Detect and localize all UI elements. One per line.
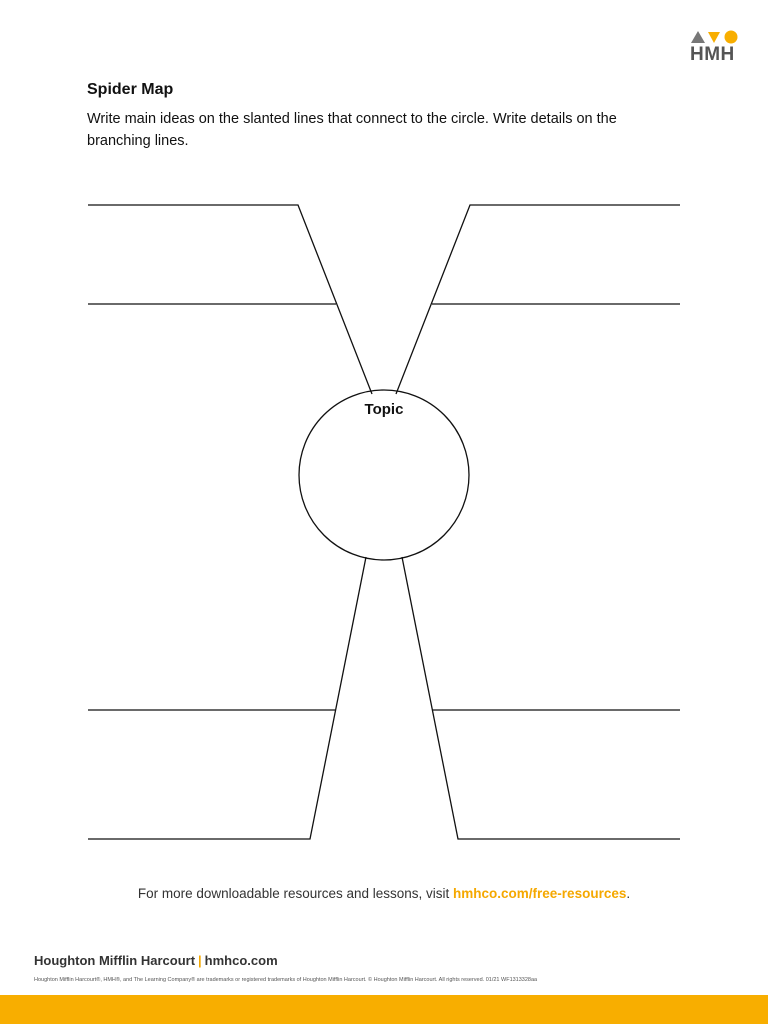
- instructions: Write main ideas on the slanted lines that connect to the circle. Write details on the branching lines.: [87, 111, 617, 149]
- topic-label: Topic: [364, 401, 404, 418]
- main-idea-line-top-right: [396, 205, 680, 394]
- main-idea-line-top-left: [88, 205, 372, 394]
- brand-name: Houghton Mifflin Harcourt: [34, 953, 196, 968]
- page-title: Spider Map: [87, 81, 174, 98]
- cta-end: .: [626, 886, 631, 901]
- cta-text: For more downloadable resources and lessons, visit: [137, 886, 454, 901]
- legal-notice: Houghton Mifflin Harcourt®, HMH®, and The Learning Company® are trademarks or registered trademarks of Houghton Mifflin Harcourt. © Houghton Mifflin Harcourt. All rights reserved. 01/21 WF1313328aa: [34, 977, 538, 983]
- main-idea-line-bottom-left: [88, 557, 366, 839]
- bottom-accent-bar: [0, 995, 768, 1024]
- footer-cta: [0, 884, 768, 904]
- brand-line: [34, 952, 278, 970]
- main-idea-line-bottom-right: [402, 557, 680, 839]
- brand-url-link[interactable]: hmhco.com: [204, 953, 278, 968]
- brand-separator: |: [198, 953, 202, 968]
- free-resources-link[interactable]: hmhco.com/free-resources: [453, 886, 627, 901]
- logo-text: HMH: [690, 44, 735, 65]
